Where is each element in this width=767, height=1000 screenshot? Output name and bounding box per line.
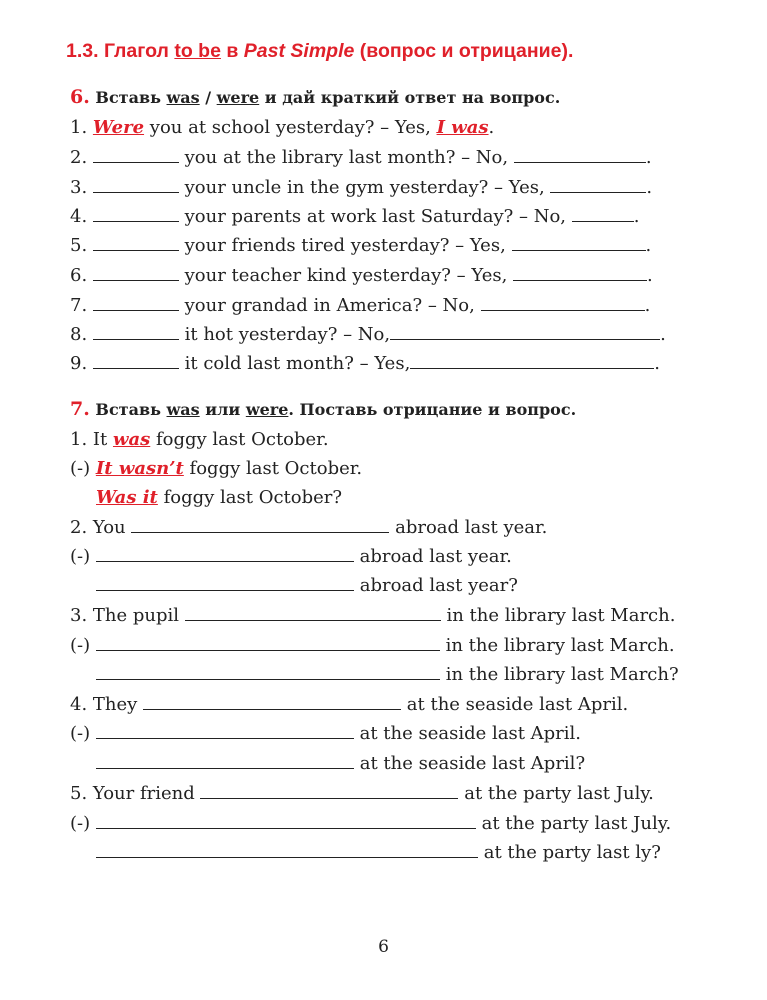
negative-mark: (-) <box>70 635 96 656</box>
item-text: abroad last year? <box>354 575 518 596</box>
item-text: at the seaside last April. <box>353 723 582 744</box>
short-answer-blank[interactable] <box>410 353 654 369</box>
exercise-7-example-question <box>96 486 342 510</box>
exercise-7-word-were: were <box>245 400 289 419</box>
exercise-7-item-affirmative <box>70 604 675 628</box>
exercise-7-item-negative <box>70 722 581 746</box>
exercise-7-example-affirmative <box>70 428 329 452</box>
item-end: . <box>488 117 495 138</box>
item-text: in the library last March. <box>440 605 676 626</box>
answer-blank[interactable] <box>93 324 179 340</box>
exercise-6-text: Вставь <box>89 88 167 107</box>
item-text: abroad last year. <box>353 546 512 567</box>
exercise-7-item-negative <box>70 545 512 569</box>
answer-blank[interactable] <box>93 265 179 281</box>
answer-blank[interactable] <box>96 842 478 858</box>
short-answer-blank[interactable] <box>572 206 634 222</box>
item-text: abroad last year. <box>389 517 548 538</box>
example-short-answer: I was <box>436 117 489 138</box>
item-text: it hot yesterday? – No, <box>178 324 391 345</box>
item-number: 8. <box>70 324 93 345</box>
exercise-7-text-or: или <box>199 400 246 419</box>
negative-mark: (-) <box>70 813 96 834</box>
item-end: . <box>645 235 652 256</box>
item-text: you at the library last month? – No, <box>178 147 514 168</box>
negative-mark: (-) <box>70 723 96 744</box>
exercise-7-instruction: . Поставь отрицание и вопрос. <box>288 400 577 419</box>
short-answer-blank[interactable] <box>514 147 646 163</box>
exercise-6-separator: / <box>199 88 217 107</box>
exercise-6-item <box>70 352 660 376</box>
answer-blank[interactable] <box>93 295 179 311</box>
exercise-7-example-negative <box>70 457 362 481</box>
item-number: 1. <box>70 117 93 138</box>
exercise-6-item <box>70 264 653 288</box>
exercise-6-heading <box>70 86 560 108</box>
item-text: foggy last October. <box>183 458 363 479</box>
item-text: it cold last month? – Yes, <box>178 353 411 374</box>
item-end: . <box>644 295 651 316</box>
answer-blank[interactable] <box>96 723 354 739</box>
item-start: 4. They <box>70 694 144 715</box>
exercise-7-word-was: was <box>166 400 200 419</box>
exercise-7-item-negative <box>70 634 675 658</box>
item-number: 9. <box>70 353 93 374</box>
item-end: . <box>660 324 666 345</box>
item-start: 3. The pupil <box>70 605 185 626</box>
item-number: 3. <box>70 177 93 198</box>
answer-blank[interactable] <box>96 664 440 680</box>
item-text: your friends tired yesterday? – Yes, <box>178 235 512 256</box>
item-start: 1. It <box>70 429 113 450</box>
item-end: . <box>633 206 640 227</box>
exercise-6-item <box>70 234 651 258</box>
answer-blank[interactable] <box>96 813 476 829</box>
item-start: 5. Your friend <box>70 783 201 804</box>
item-text: at the seaside last April. <box>401 694 629 715</box>
item-text: your grandad in America? – No, <box>178 295 481 316</box>
answer-blank[interactable] <box>93 353 179 369</box>
item-text: in the library last March? <box>440 664 679 685</box>
title-verb: to be <box>174 40 221 62</box>
exercise-6-item <box>70 323 666 347</box>
item-end: . <box>654 353 661 374</box>
exercise-6-number: 6. <box>70 86 90 108</box>
exercise-7-heading <box>70 398 576 420</box>
exercise-7-text: Вставь <box>89 400 167 419</box>
item-end: . <box>645 147 652 168</box>
answer-blank[interactable] <box>96 546 354 562</box>
example-answer: was <box>112 429 151 450</box>
title-tense: Past Simple <box>243 40 355 62</box>
short-answer-blank[interactable] <box>513 265 647 281</box>
exercise-7-item-affirmative <box>70 516 547 540</box>
exercise-6-instruction: и дай краткий ответ на вопрос. <box>259 88 561 107</box>
item-text: at the party last ly? <box>478 842 661 863</box>
exercise-7-item-question <box>96 663 679 687</box>
item-start: 2. You <box>70 517 132 538</box>
item-number: 5. <box>70 235 93 256</box>
exercise-7-item-affirmative <box>70 693 628 717</box>
title-prefix: 1.3. Глагол <box>66 40 175 62</box>
item-end: . <box>647 265 653 286</box>
item-text: foggy last October. <box>150 429 329 450</box>
answer-blank[interactable] <box>131 517 389 533</box>
item-text: you at school yesterday? – Yes, <box>144 117 437 138</box>
example-question-answer: Was it <box>96 487 158 508</box>
negative-mark: (-) <box>70 546 96 567</box>
exercise-7-item-question <box>96 752 585 776</box>
item-number: 7. <box>70 295 93 316</box>
item-text: at the seaside last April? <box>354 753 586 774</box>
item-number: 2. <box>70 147 93 168</box>
item-text: foggy last October? <box>157 487 343 508</box>
answer-blank[interactable] <box>93 206 179 222</box>
answer-blank[interactable] <box>93 177 179 193</box>
exercise-6-item <box>70 146 652 170</box>
exercise-7-item-affirmative <box>70 782 654 806</box>
page-number: 6 <box>378 937 389 957</box>
short-answer-blank[interactable] <box>512 235 646 251</box>
page-title <box>66 40 573 63</box>
answer-blank[interactable] <box>185 605 441 621</box>
item-text: your uncle in the gym yesterday? – Yes, <box>178 177 551 198</box>
item-text: your parents at work last Saturday? – No, <box>178 206 572 227</box>
example-answer: Were <box>92 117 145 138</box>
short-answer-blank[interactable] <box>481 295 645 311</box>
answer-blank[interactable] <box>93 147 179 163</box>
item-text: your teacher kind yesterday? – Yes, <box>178 265 514 286</box>
item-end: . <box>646 177 653 198</box>
exercise-7-number: 7. <box>70 398 90 420</box>
exercise-6-word-were: were <box>216 88 260 107</box>
exercise-6-example <box>70 116 494 140</box>
exercise-6-item <box>70 176 652 200</box>
answer-blank[interactable] <box>96 753 354 769</box>
exercise-6-item <box>70 294 650 318</box>
answer-blank[interactable] <box>200 783 458 799</box>
exercise-7-item-question <box>96 841 661 865</box>
short-answer-blank[interactable] <box>550 177 646 193</box>
item-text: at the party last July. <box>475 813 672 834</box>
answer-blank[interactable] <box>143 694 401 710</box>
item-number: 6. <box>70 265 93 286</box>
negative-mark: (-) <box>70 458 96 479</box>
answer-blank[interactable] <box>96 575 354 591</box>
example-negative-answer: It wasn’t <box>95 458 184 479</box>
answer-blank[interactable] <box>96 635 440 651</box>
item-text: in the library last March. <box>439 635 675 656</box>
exercise-6-word-was: was <box>166 88 200 107</box>
title-suffix: (вопрос и отрицание). <box>354 40 574 62</box>
exercise-6-item <box>70 205 639 229</box>
exercise-7-item-question <box>96 574 518 598</box>
exercise-7-item-negative <box>70 812 671 836</box>
short-answer-blank[interactable] <box>390 324 660 340</box>
title-mid: в <box>220 40 244 62</box>
item-text: at the party last July. <box>458 783 654 804</box>
item-number: 4. <box>70 206 93 227</box>
answer-blank[interactable] <box>93 235 179 251</box>
